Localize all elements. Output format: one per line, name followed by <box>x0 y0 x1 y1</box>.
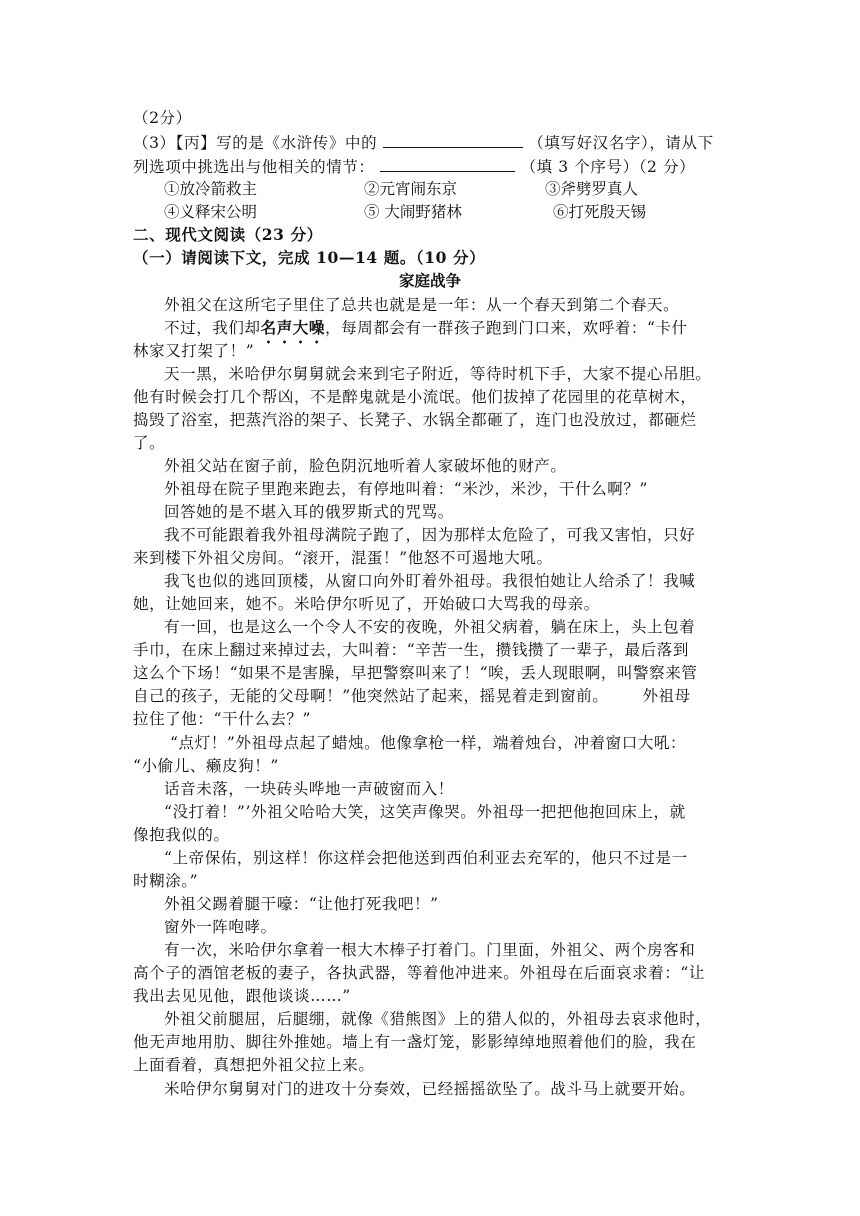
passage-line: 窗外一阵咆哮。 <box>164 918 277 936</box>
question-3-text-d: （填 3 个序号）（2 分） <box>520 158 696 176</box>
option-6: ⑥打死殷天锡 <box>553 203 647 221</box>
passage-text: 不过，我们却 <box>164 319 261 337</box>
passage-line: 捣毁了浴室，把蒸汽浴的架子、长凳子、水锅全都砸了，连门也没放过，都砸烂 <box>133 411 697 429</box>
passage-line: 了。 <box>133 434 166 452</box>
passage-line: 我出去见见他，跟他谈谈……” <box>133 987 351 1005</box>
passage-line: “没打着！”’外祖父哈哈大笑，这笑声像哭。外祖母一把把他抱回床上，就 <box>164 803 686 821</box>
passage-line: 他无声地用肋、脚往外推她。墙上有一盏灯笼，影影绰绰地照着他们的脸，我在 <box>133 1033 697 1051</box>
score-note: （2分） <box>133 109 192 127</box>
plot-choice-blank[interactable] <box>380 157 515 172</box>
passage-line: 外祖父站在窗子前，脸色阴沉地听着人家破坏他的财产。 <box>164 457 567 475</box>
passage-line: 外祖父前腿屈，后腿绷，就像《猎熊图》上的猎人似的，外祖母去哀求他时， <box>164 1010 712 1028</box>
option-5: ⑤ 大闹野猪林 <box>364 203 462 221</box>
passage-line: 手巾，在床上翻过来掉过去，大叫着：“辛苦一生，攒钱攒了一辈子，最后落到 <box>133 641 689 659</box>
option-4: ④义释宋公明 <box>164 203 258 221</box>
passage-line: 外祖母在院子里跑来跑去，有停地叫着：“米沙，米沙，干什么啊？” <box>164 480 648 498</box>
passage-line <box>133 685 733 707</box>
passage-line: 像抱我似的。 <box>133 826 230 844</box>
passage-line: 外祖父在这所宅子里住了总共也就是是一年：从一个春天到第二个春天。 <box>164 296 680 314</box>
passage-line: 他有时候会打几个帮凶，不是醉鬼就是小流氓。他们拔掉了花园里的花草树木， <box>133 388 697 406</box>
passage-line: 高个子的酒馆老板的妻子，各执武器，等着他冲进来。外祖母在后面哀求着：“让 <box>133 964 706 982</box>
passage-line: 话音未落，一块砖头哗地一声破窗而入！ <box>164 780 454 798</box>
dotted-phrase: 名声大噪 <box>260 318 326 337</box>
passage-text: 外祖母 <box>642 687 691 705</box>
passage-line: 有一回，也是这么一个令人不安的夜晚，外祖父病着，躺在床上，头上包着 <box>164 618 696 636</box>
hero-name-blank[interactable] <box>383 133 523 148</box>
passage-line: 这么个下场！“如果不是害臊，早把警察叫来了！“唉，丢人现眼啊，叫警察来管 <box>133 664 698 682</box>
passage-title: 家庭战争 <box>398 271 461 290</box>
option-3: ③斧劈罗真人 <box>545 180 639 198</box>
passage-line: 她，让她回来，她不。米哈伊尔听见了，开始破口大骂我的母亲。 <box>133 595 600 613</box>
passage-line: 林家又打架了！” <box>133 342 255 360</box>
passage-line: 拉住了他：“干什么去？” <box>133 710 312 728</box>
passage-line: 米哈伊尔舅舅对门的进攻十分奏效，已经摇摇欲坠了。战斗马上就要开始。 <box>164 1080 696 1098</box>
question-3-text-a: （3）【丙】写的是《水浒传》中的 <box>133 134 378 152</box>
passage-text: 自己的孩子，无能的父母啊！”他突然站了起来，摇晃着走到窗前。 <box>133 687 609 705</box>
question-3-line-1 <box>133 132 733 154</box>
passage-line: 上面看着，真想把外祖父拉上来。 <box>133 1056 375 1074</box>
passage-line: “上帝保佑，别这样！你这样会把他送到西伯利亚去充军的，他只不过是一 <box>164 849 688 867</box>
question-3-text-b: （填写好汉名字），请从下 <box>528 134 714 152</box>
passage-line: “小偷儿、癞皮狗！” <box>133 757 279 775</box>
subsection-heading: （一）请阅读下文，完成 10—14 题。（10 分） <box>133 248 486 267</box>
passage-line: 来到楼下外祖父房间。“滚开，混蛋！”他怒不可遏地大吼。 <box>133 549 553 567</box>
passage-line: 我不可能跟着我外祖母满院子跑了，因为那样太危险了，可我又害怕，只好 <box>164 526 696 544</box>
passage-line: 天一黑，米哈伊尔舅舅就会来到宅子附近，等待时机下手，大家不提心吊胆。 <box>164 365 712 383</box>
passage-line: 回答她的是不堪入耳的俄罗斯式的咒骂。 <box>164 503 454 521</box>
section-heading: 二、现代文阅读（23 分） <box>133 225 323 244</box>
question-3-text-c: 列选项中挑选出与他相关的情节： <box>133 158 375 176</box>
passage-line: 我飞也似的逃回顶楼，从窗口向外盯着外祖母。我很怕她让人给杀了！我喊 <box>164 572 696 590</box>
passage-line: 外祖父踢着腿干嚎：“让他打死我吧！” <box>164 895 439 913</box>
option-1: ①放冷箭救主 <box>164 180 258 198</box>
passage-line: 时糊涂。” <box>133 872 199 890</box>
question-3-line-2 <box>133 156 733 178</box>
option-2: ②元宵闹东京 <box>364 180 458 198</box>
passage-line: “点灯！”外祖母点起了蜡烛。他像拿枪一样，端着烛台，冲着窗口大吼： <box>170 734 687 752</box>
passage-text: ，每周都会有一群孩子跑到门口来，欢呼着：“卡什 <box>325 319 688 337</box>
passage-line: 有一次，米哈伊尔拿着一根大木棒子打着门。门里面，外祖父、两个房客和 <box>164 941 696 959</box>
